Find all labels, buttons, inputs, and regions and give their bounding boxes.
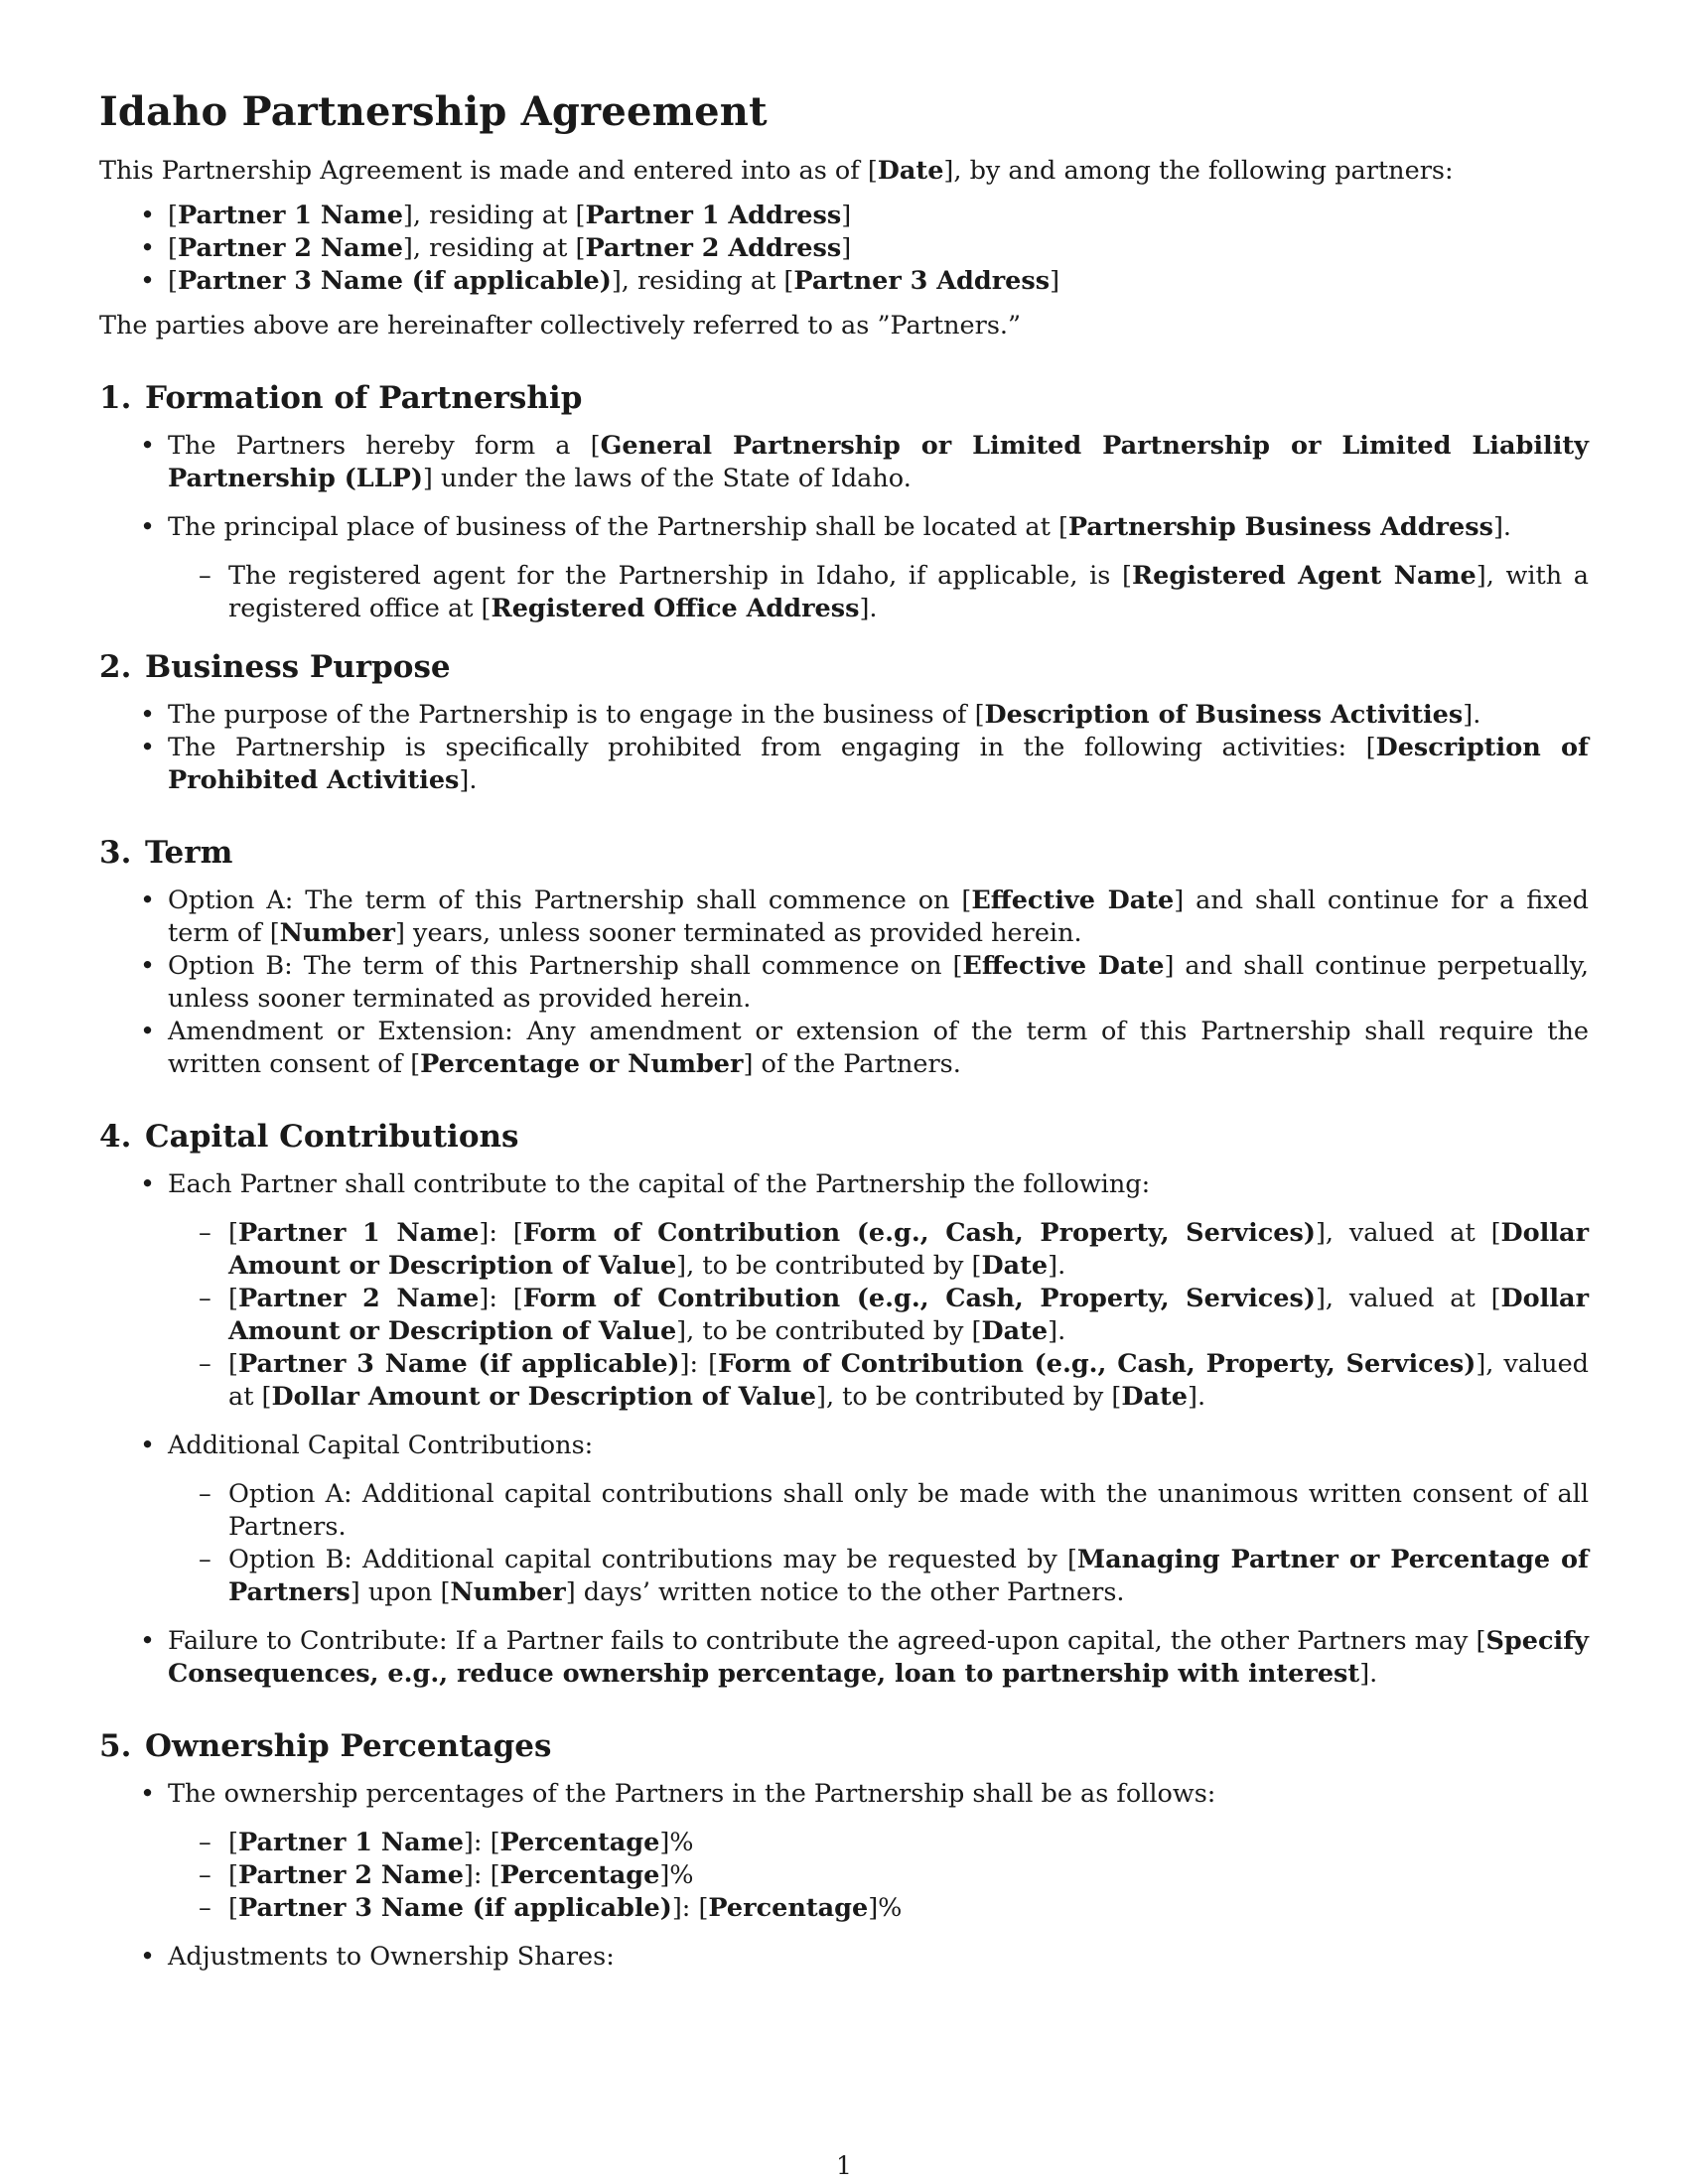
separator-text: ]: [	[479, 1218, 523, 1248]
partner-list	[99, 200, 1589, 298]
clause-text-end: ] of the Partners.	[743, 1049, 961, 1079]
partner-name-placeholder: Partner 3 Name (if applicable)	[237, 1893, 672, 1923]
list-item	[168, 1778, 1589, 1925]
partner-address-placeholder: Partner 2 Address	[585, 233, 842, 263]
effective-date-placeholder: Effective Date	[971, 886, 1175, 915]
partner-address-placeholder: Partner 1 Address	[585, 201, 842, 230]
section-heading-capital-contributions	[99, 1117, 1589, 1157]
partner-name-placeholder: Partner 1 Name	[237, 1218, 480, 1248]
separator-text: ].	[1048, 1316, 1066, 1346]
list-item: – [Partner 1 Name]: [Percentage]%	[228, 1827, 1589, 1859]
separator-text: ].	[1188, 1382, 1206, 1412]
partner-name-placeholder: Partner 1 Name	[177, 201, 403, 230]
clause-text-end: ] under the laws of the State of Idaho.	[422, 464, 912, 493]
list-item	[168, 732, 1589, 797]
contribution-form-placeholder: Form of Contribution (e.g., Cash, Property, Services)	[522, 1218, 1316, 1248]
percentage-placeholder: Percentage	[499, 1860, 660, 1890]
clause-text: The Partners hereby form a [	[168, 431, 601, 461]
section-heading-ownership-percentages	[99, 1726, 1589, 1766]
contribution-form-placeholder: Form of Contribution (e.g., Cash, Property, Services)	[522, 1284, 1316, 1313]
section-heading-term	[99, 833, 1589, 873]
residing-text: ], residing at [	[611, 266, 794, 296]
residing-text: ], residing at [	[402, 233, 586, 263]
clause-text-end: ] years, unless sooner terminated as provided herein.	[395, 918, 1082, 948]
list-item	[168, 1168, 1589, 1414]
intro-text: This Partnership Agreement is made and entered into as of [	[99, 156, 878, 186]
partner-address-placeholder: Partner 3 Address	[793, 266, 1051, 296]
clause-text: Option B: Additional capital contributions may be requested by [	[228, 1545, 1077, 1574]
list-item	[228, 1478, 1589, 1544]
section-heading-business-purpose	[99, 647, 1589, 687]
percentage-placeholder: Percentage	[708, 1893, 869, 1923]
registered-agent-placeholder: Registered Agent Name	[1131, 561, 1477, 591]
consequences-placeholder: Specify Consequences, e.g., reduce ownership percentage, loan to partnership with interest	[168, 1626, 1589, 1689]
partner-name-placeholder: Partner 3 Name (if applicable)	[237, 1349, 680, 1379]
clause-text: Option A: The term of this Partnership shall commence on [	[168, 886, 972, 915]
clause-text: The principal place of business of the Partnership shall be located at [	[168, 512, 1068, 542]
list-item: – [Partner 2 Name]: [Form of Contribution (e.g., Cash, Property, Services)], valued at [Dollar Amount or Description of Value], to be contributed by [Date].	[228, 1283, 1589, 1348]
clause-text-end: ] and shall continue perpetually, unless sooner terminated as provided herein.	[168, 951, 1589, 1014]
clause-text: Adjustments to Ownership Shares:	[168, 1942, 615, 1972]
list-item	[168, 511, 1589, 625]
section-number: 5.	[99, 1728, 132, 1764]
prohibited-activities-placeholder: Description of Prohibited Activities	[168, 733, 1589, 795]
section-number: 2.	[99, 649, 132, 685]
section-3-list	[99, 885, 1589, 1081]
clause-text-end: ].	[1463, 700, 1481, 730]
clause-text: The purpose of the Partnership is to engage in the business of [	[168, 700, 985, 730]
section-number: 4.	[99, 1119, 132, 1155]
clause-text: Failure to Contribute: If a Partner fails to contribute the agreed-upon capital, the other Partners may [	[168, 1626, 1486, 1656]
separator-text: ].	[1048, 1251, 1066, 1281]
list-item	[168, 1430, 1589, 1609]
section-title: Capital Contributions	[145, 1119, 519, 1155]
separator-text: ]: [	[679, 1349, 719, 1379]
contribution-date-placeholder: Date	[981, 1316, 1049, 1346]
partner-name-placeholder: Partner 2 Name	[177, 233, 403, 263]
section-1-list	[99, 430, 1589, 625]
clause-text-end: ].	[1492, 512, 1511, 542]
intro-text-end: ], by and among the following partners:	[943, 156, 1454, 186]
separator-text: ], to be contributed by [	[676, 1316, 982, 1346]
section-number: 1.	[99, 380, 132, 416]
percentage-or-number-placeholder: Percentage or Number	[420, 1049, 744, 1079]
list-item	[168, 1941, 1589, 1974]
section-heading-formation	[99, 378, 1589, 418]
separator-text: ]: [	[671, 1893, 709, 1923]
number-placeholder: Number	[279, 918, 395, 948]
clause-text: The Partnership is specifically prohibited from engaging in the following activities: [	[168, 733, 1376, 762]
registered-office-placeholder: Registered Office Address	[491, 594, 860, 623]
list-item: – [Partner 1 Name]: [Form of Contribution (e.g., Cash, Property, Services)], valued at [Dollar Amount or Description of Value], to be contributed by [Date].	[228, 1217, 1589, 1283]
list-item	[168, 430, 1589, 495]
list-item: – [Partner 3 Name (if applicable)]: [Percentage]%	[228, 1892, 1589, 1925]
list-item: • [Partner 2 Name], residing at [Partner 2 Address]	[168, 232, 1589, 265]
separator-text: ], to be contributed by [	[676, 1251, 982, 1281]
clause-text-end: ].	[859, 594, 878, 623]
list-item	[228, 1544, 1589, 1609]
section-1-sublist	[168, 560, 1589, 625]
separator-text: ]%	[659, 1828, 694, 1857]
separator-text: ]%	[868, 1893, 903, 1923]
document-title: Idaho Partnership Agreement	[99, 88, 768, 135]
section-2-list	[99, 699, 1589, 797]
percentage-placeholder: Percentage	[499, 1828, 660, 1857]
clause-text: ] upon [	[350, 1577, 451, 1607]
clause-text: ], with a registered office at [	[228, 561, 1590, 623]
separator-text: ], to be contributed by [	[816, 1382, 1122, 1412]
additional-contribution-options	[168, 1478, 1589, 1609]
ownership-list	[168, 1827, 1589, 1925]
page-number: 1	[836, 2151, 852, 2180]
clause-text: Option B: The term of this Partnership shall commence on [	[168, 951, 963, 981]
intro-date-placeholder: Date	[877, 156, 944, 186]
partnership-type-placeholder: General Partnership or Limited Partnership or Limited Liability Partnership (LLP)	[168, 431, 1590, 493]
list-item	[168, 1625, 1589, 1691]
contribution-value-placeholder: Dollar Amount or Description of Value	[228, 1218, 1589, 1281]
contribution-date-placeholder: Date	[981, 1251, 1049, 1281]
effective-date-placeholder: Effective Date	[962, 951, 1165, 981]
separator-text: ], valued at [	[1315, 1284, 1501, 1313]
list-item	[228, 560, 1589, 625]
partner-name-placeholder: Partner 3 Name (if applicable)	[177, 266, 612, 296]
separator-text: ]: [	[463, 1828, 500, 1857]
section-title: Term	[145, 835, 233, 871]
clause-text: Each Partner shall contribute to the capital of the Partnership the following:	[168, 1169, 1151, 1199]
clause-text: The ownership percentages of the Partners in the Partnership shall be as follows:	[168, 1779, 1216, 1809]
contribution-value-placeholder: Dollar Amount or Description of Value	[271, 1382, 817, 1412]
clause-text: The registered agent for the Partnership in Idaho, if applicable, is [	[228, 561, 1132, 591]
list-item	[168, 1016, 1589, 1081]
number-placeholder: Number	[450, 1577, 566, 1607]
contribution-form-placeholder: Form of Contribution (e.g., Cash, Property, Services)	[718, 1349, 1477, 1379]
contribution-date-placeholder: Date	[1121, 1382, 1188, 1412]
partner-name-placeholder: Partner 2 Name	[237, 1284, 480, 1313]
separator-text: ]%	[659, 1860, 694, 1890]
residing-text: ], residing at [	[402, 201, 586, 230]
clause-text: Additional Capital Contributions:	[168, 1431, 594, 1460]
section-5-list	[99, 1778, 1589, 1974]
separator-text: ], valued at [	[1315, 1218, 1501, 1248]
section-title: Ownership Percentages	[145, 1728, 552, 1764]
clause-text: Option A: Additional capital contributions shall only be made with the unanimous written consent of all Partners.	[228, 1479, 1589, 1542]
clause-text-end: ].	[459, 765, 478, 795]
list-item	[168, 699, 1589, 732]
intro-paragraph	[99, 155, 1589, 188]
contribution-list	[168, 1217, 1589, 1414]
separator-text: ]: [	[463, 1860, 500, 1890]
separator-text: ], valued at [	[228, 1349, 1589, 1412]
business-address-placeholder: Partnership Business Address	[1067, 512, 1493, 542]
business-activities-placeholder: Description of Business Activities	[984, 700, 1464, 730]
clause-text-end: ].	[1359, 1659, 1378, 1689]
list-item	[168, 950, 1589, 1016]
list-item: – [Partner 2 Name]: [Percentage]%	[228, 1859, 1589, 1892]
section-title: Business Purpose	[145, 649, 451, 685]
list-item: • [Partner 3 Name (if applicable)], residing at [Partner 3 Address]	[168, 265, 1589, 298]
clause-text-end: ] days’ written notice to the other Partners.	[565, 1577, 1125, 1607]
clause-text: Amendment or Extension: Any amendment or extension of the term of this Partnership shall require the written consent of [	[168, 1017, 1589, 1079]
partner-name-placeholder: Partner 1 Name	[237, 1828, 464, 1857]
clause-text: ] and shall continue for a fixed term of [	[168, 886, 1589, 948]
requester-placeholder: Managing Partner or Percentage of Partners	[228, 1545, 1589, 1607]
collective-definition: The parties above are hereinafter collectively referred to as ”Partners.”	[99, 311, 1022, 341]
partner-name-placeholder: Partner 2 Name	[237, 1860, 464, 1890]
section-number: 3.	[99, 835, 132, 871]
separator-text: ]: [	[479, 1284, 523, 1313]
contribution-value-placeholder: Dollar Amount or Description of Value	[228, 1284, 1589, 1346]
list-item: – [Partner 3 Name (if applicable)]: [Form of Contribution (e.g., Cash, Property, Services)], valued at [Dollar Amount or Description of Value], to be contributed by [Date].	[228, 1348, 1589, 1414]
section-title: Formation of Partnership	[145, 380, 583, 416]
section-4-list	[99, 1168, 1589, 1691]
list-item	[168, 885, 1589, 950]
list-item: • [Partner 1 Name], residing at [Partner 1 Address]	[168, 200, 1589, 232]
